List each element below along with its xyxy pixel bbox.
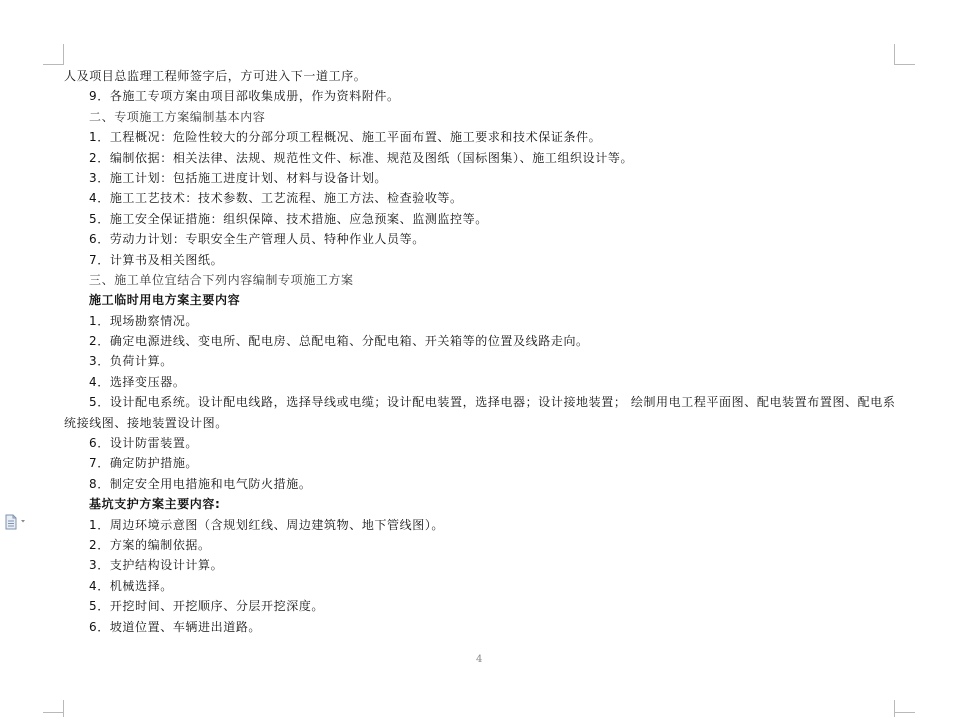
document-icon[interactable] — [4, 514, 28, 530]
text-line: 1．工程概况：危险性较大的分部分项工程概况、施工平面布置、施工要求和技术保证条件。 — [89, 130, 602, 145]
text-line: 6．劳动力计划：专职安全生产管理人员、特种作业人员等。 — [89, 232, 425, 247]
text-line: 3．负荷计算。 — [89, 354, 173, 369]
section-title: 基坑支护方案主要内容: — [89, 497, 221, 512]
crop-mark-bottom-left — [63, 700, 64, 717]
text-line: 5．开挖时间、开挖顺序、分层开挖深度。 — [89, 599, 325, 614]
page-number: 4 — [476, 654, 483, 665]
text-line: 5．施工安全保证措施：组织保障、技术措施、应急预案、监测监控等。 — [89, 211, 488, 226]
crop-mark-bottom-right — [894, 700, 895, 717]
text-line: 2．确定电源进线、变电所、配电房、总配电箱、分配电箱、开关箱等的位置及线路走向。 — [89, 334, 589, 349]
crop-mark-top-right — [894, 64, 915, 65]
text-line: 7．确定防护措施。 — [89, 456, 199, 471]
crop-mark-bottom-right — [894, 712, 915, 713]
text-line: 1．周边环境示意图（含规划红线、周边建筑物、地下管线图）。 — [89, 517, 445, 532]
text-line: 3．支护结构设计计算。 — [89, 558, 224, 573]
text-line: 2．方案的编制依据。 — [89, 537, 211, 552]
crop-mark-top-left — [63, 44, 64, 65]
section-title: 施工临时用电方案主要内容 — [89, 293, 241, 308]
text-line: 3．施工计划：包括施工进度计划、材料与设备计划。 — [89, 170, 388, 185]
text-line: 7．计算书及相关图纸。 — [89, 252, 224, 267]
section-heading: 二、专项施工方案编制基本内容 — [89, 109, 266, 124]
text-line: 人及项目总监理工程师签字后，方可进入下一道工序。 — [64, 69, 367, 83]
text-line: 9．各施工专项方案由项目部收集成册，作为资料附件。 — [89, 89, 400, 104]
text-line: 6．坡道位置、车辆进出道路。 — [89, 619, 262, 634]
text-line: 2．编制依据：相关法律、法规、规范性文件、标准、规范及图纸（国标图集）、施工组织设计等。 — [89, 150, 634, 165]
text-line: 8．制定安全用电措施和电气防火措施。 — [89, 476, 312, 491]
crop-mark-bottom-left — [43, 712, 64, 713]
crop-mark-top-left — [43, 64, 64, 65]
section-heading: 三、施工单位宜结合下列内容编制专项施工方案 — [89, 272, 354, 287]
text-line: 5．设计配电系统。设计配电线路，选择导线或电缆；设计配电装置，选择电器；设计接地装置； 绘制用电工程平面图、配电装置布置图、配电系 — [89, 395, 896, 410]
crop-mark-top-right — [894, 44, 895, 65]
text-line: 1．现场勘察情况。 — [89, 313, 199, 328]
text-line: 6．设计防雷装置。 — [89, 436, 199, 451]
text-line: 4．机械选择。 — [89, 578, 173, 593]
text-line: 4．选择变压器。 — [89, 374, 186, 389]
text-line: 统接线图、接地装置设计图。 — [64, 415, 228, 430]
text-line: 4．施工工艺技术：技术参数、工艺流程、施工方法、检查验收等。 — [89, 191, 463, 206]
document-body — [64, 66, 900, 637]
